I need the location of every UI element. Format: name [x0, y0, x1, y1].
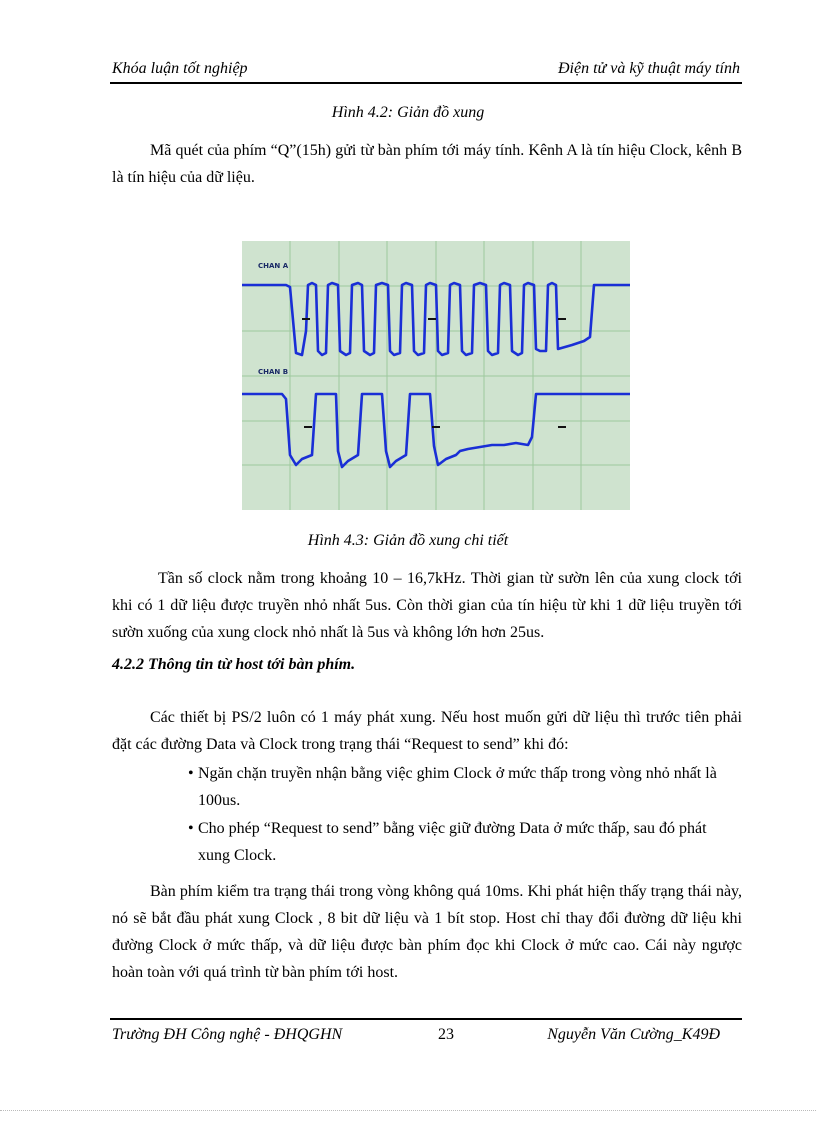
bullet-item — [176, 760, 742, 814]
oscilloscope-plot — [242, 241, 630, 510]
footer-left: Trường ĐH Công nghệ - ĐHQGHN — [112, 1026, 343, 1043]
paragraph-2: Tần số clock nằm trong khoảng 10 – 16,7kHz. Thời gian từ sườn lên của xung clock tới khi có 1 dữ liệu được truyền nhỏ nhất 5us. Còn thời gian của tín hiệu từ khi 1 dữ liệu truyền tới sườn xuống của xung clock nhỏ nhất là 5us và không lớn hơn 25us. — [112, 570, 742, 641]
channel-b-label: CHAN B — [258, 368, 289, 376]
bullet-list — [176, 760, 742, 870]
bullet-text: Ngăn chặn truyền nhận bằng việc ghim Clock ở mức thấp trong vòng nhỏ nhất là 100us. — [198, 765, 717, 809]
figure-caption-4-3: Hình 4.3: Giản đồ xung chi tiết — [307, 532, 509, 549]
figure-caption-4-2: Hình 4.2: Giản đồ xung — [331, 104, 485, 121]
footer-right: Nguyễn Văn Cường_K49Đ — [547, 1026, 720, 1043]
scope-grid — [242, 241, 630, 510]
paragraph-3: Các thiết bị PS/2 luôn có 1 máy phát xung. Nếu host muốn gửi dữ liệu thì trước tiên phải đặt các đường Data và Clock trong trạng thái “Request to send” khi đó: — [112, 709, 742, 753]
bullet-icon: • — [188, 820, 194, 837]
bottom-dotted-line — [0, 1110, 816, 1111]
oscilloscope-figure — [242, 241, 630, 510]
section-heading: 4.2.2 Thông tin từ host tới bàn phím. — [112, 656, 356, 673]
bullet-item — [176, 815, 742, 869]
paragraph-4: Bàn phím kiểm tra trạng thái trong vòng không quá 10ms. Khi phát hiện thấy trạng thái này, nó sẽ bắt đầu phát xung Clock , 8 bit dữ liệu và 1 bít stop. Host chỉ thay đổi đường dữ liệu khi đường Clock ở mức thấp, và dữ liệu được bàn phím đọc khi Clock ở mức cao. Cái này ngược hoàn toàn với quá trình từ bàn phím tới host. — [112, 883, 742, 981]
bullet-icon: • — [188, 765, 194, 782]
header-right: Điện tử và kỹ thuật máy tính — [557, 60, 740, 77]
paragraph-1: Mã quét của phím “Q”(15h) gửi từ bàn phím tới máy tính. Kênh A là tín hiệu Clock, kênh B là tín hiệu của dữ liệu. — [112, 142, 742, 186]
page-number: 23 — [438, 1026, 454, 1043]
header-rule — [110, 82, 742, 84]
bullet-text: Cho phép “Request to send” bằng việc giữ đường Data ở mức thấp, sau đó phát xung Clock. — [198, 820, 707, 864]
header-left: Khóa luận tốt nghiệp — [112, 60, 248, 77]
footer-rule — [110, 1018, 742, 1020]
channel-a-label: CHAN A — [258, 262, 289, 270]
